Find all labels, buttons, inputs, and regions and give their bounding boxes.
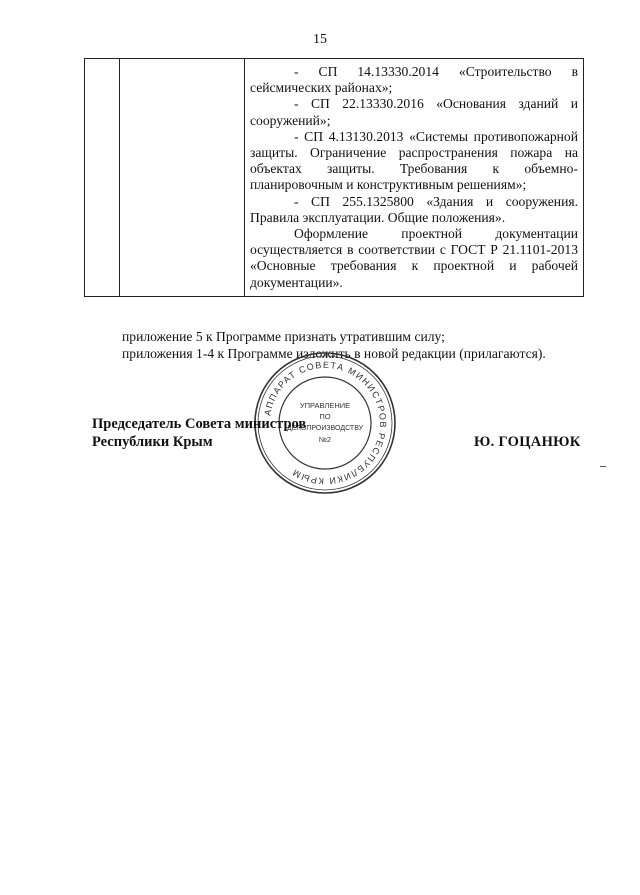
resolution-line-1: приложение 5 к Программе признать утратившим силу; (122, 329, 445, 344)
stamp-ring-text: АППАРАТ СОВЕТА МИНИСТРОВ РЕСПУБЛИКИ КРЫМ (262, 359, 389, 487)
stamp-line-4: №2 (318, 435, 332, 444)
requirement-item: - СП 4.13130.2013 «Системы противопожарной защиты. Ограничение распространения пожара на объектах защиты. Требования к объемно-планировочным и конструктивным решениям»; (250, 128, 578, 193)
table-cell-requirements (245, 59, 584, 297)
signature-position-line-1: Председатель Совета министров (92, 416, 307, 432)
scan-mark (600, 466, 606, 467)
requirements-table (84, 58, 584, 297)
requirement-item: - СП 14.13330.2014 «Строительство в сейсмических районах»; (250, 64, 578, 96)
signature-name: Ю. ГОЦАНЮК (474, 434, 581, 450)
stamp-line-2: ПО (319, 412, 331, 421)
requirement-note: Оформление проектной документации осуществляется в соответствии с ГОСТ Р 21.1101-2013 «Основные требования к проектной и рабочей документации». (250, 226, 578, 290)
requirement-item: - СП 22.13330.2016 «Основания зданий и сооружений»; (250, 96, 578, 128)
table-row (85, 59, 584, 297)
table-cell-name (120, 59, 245, 297)
stamp-line-1: УПРАВЛЕНИЕ (299, 401, 351, 410)
stamp-line-3: ДЕЛОПРОИЗВОДСТВУ (286, 425, 364, 432)
resolution-line-2: приложения 1-4 к Программе изложить в новой редакции (прилагаются). (122, 346, 546, 361)
page-number: 15 (313, 32, 327, 47)
signature-position-line-2: Республики Крым (92, 433, 213, 450)
signature-position (92, 416, 306, 451)
requirement-item: - СП 255.1325800 «Здания и сооружения. Правила эксплуатации. Общие положения». (250, 193, 578, 225)
table-cell-number (85, 59, 120, 297)
